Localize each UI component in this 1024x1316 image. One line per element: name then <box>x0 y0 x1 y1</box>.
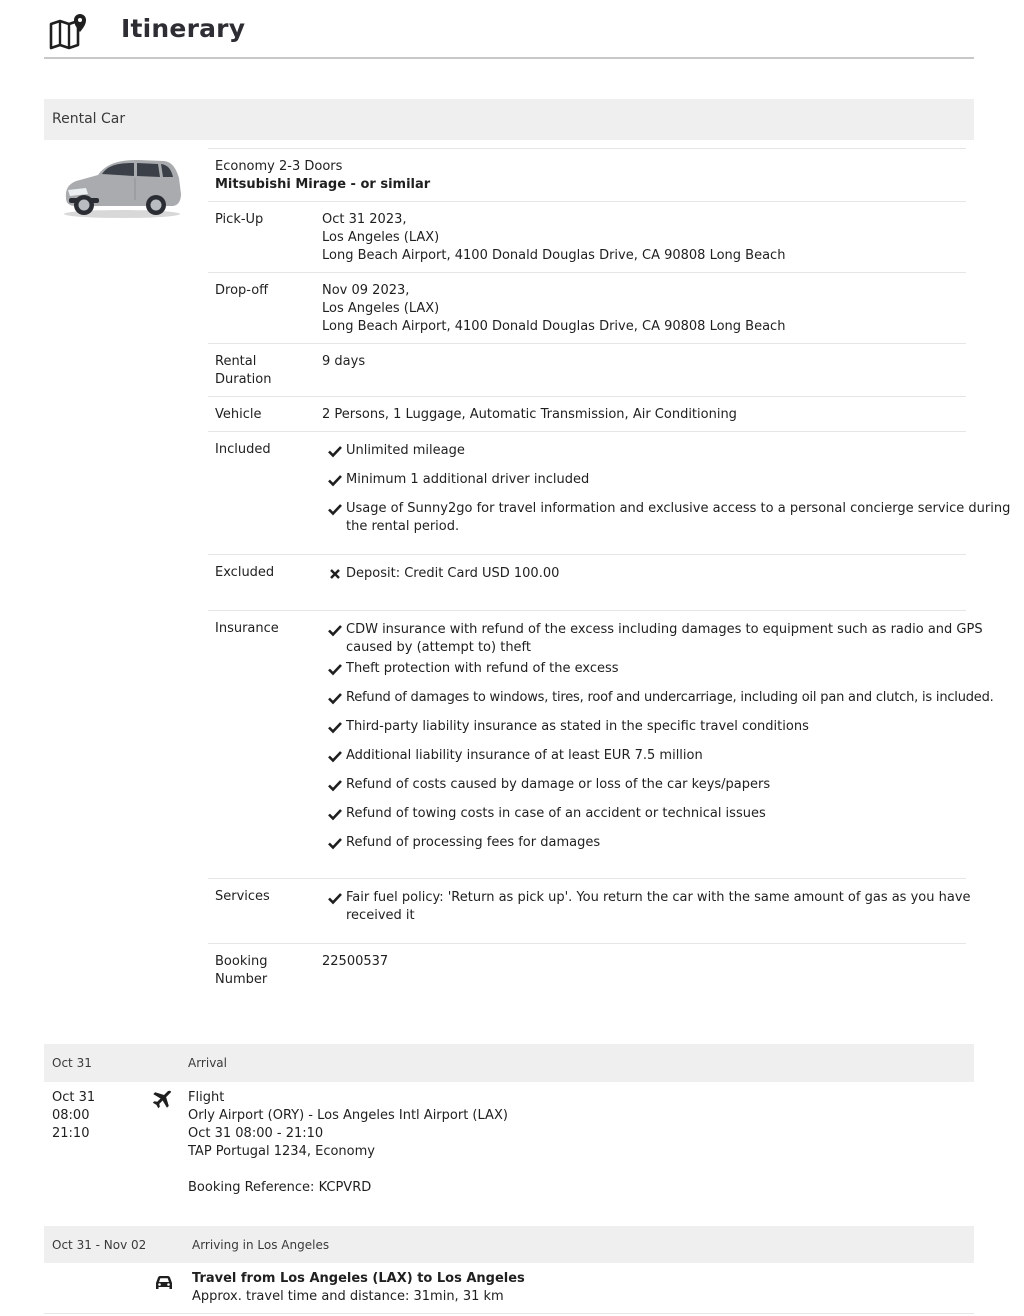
vehicle-value: 2 Persons, 1 Luggage, Automatic Transmission, Air Conditioning <box>322 407 737 422</box>
duration-label <box>215 353 305 389</box>
flight-booking-reference: Booking Reference: KCPVRD <box>188 1180 372 1195</box>
list-item: Unlimited mileage <box>322 442 465 460</box>
car-model: Mitsubishi Mirage - or similar <box>215 177 431 192</box>
flight-time-departure: 08:00 <box>52 1108 90 1123</box>
transfer-detail: Approx. travel time and distance: 31min, 31 km <box>192 1289 504 1304</box>
pickup-location: Los Angeles (LAX) <box>322 230 440 245</box>
excluded-list <box>322 565 958 583</box>
services-label: Services <box>215 889 270 904</box>
list-item: Third-party liability insurance as stated in the specific travel conditions <box>322 718 809 736</box>
insurance-label: Insurance <box>215 621 279 636</box>
flight-time-arrival: 21:10 <box>52 1126 90 1141</box>
car-category: Economy 2-3 Doors <box>215 159 343 174</box>
page-title: Itinerary <box>121 14 246 43</box>
pickup-address: Long Beach Airport, 4100 Donald Douglas Drive, CA 90808 Long Beach <box>322 248 786 263</box>
car-model-row <box>208 149 966 202</box>
dropoff-location: Los Angeles (LAX) <box>322 301 440 316</box>
stay-day-title: Arriving in Los Angeles <box>192 1238 330 1252</box>
checkmark-icon <box>328 662 342 676</box>
included-row <box>208 432 1011 555</box>
booking-label-line-2: Number <box>215 972 268 987</box>
list-item: CDW insurance with refund of the excess including damages to equipment such as radio and GPS caused by (attempt to) theft <box>322 621 983 657</box>
list-item: Refund of processing fees for damages <box>322 834 600 852</box>
duration-label-line-1: Rental <box>215 354 257 369</box>
car-icon <box>154 1274 174 1292</box>
plane-icon <box>151 1089 173 1111</box>
duration-row <box>208 344 966 397</box>
list-item: Refund of costs caused by damage or loss of the car keys/papers <box>322 776 770 794</box>
list-item: Usage of Sunny2go for travel information and exclusive access to a personal concierge service during the rental period. <box>322 500 1010 536</box>
stay-day-date: Oct 31 - Nov 02 <box>52 1238 147 1252</box>
vehicle-label: Vehicle <box>215 407 262 422</box>
arrival-day-date: Oct 31 <box>52 1056 92 1070</box>
dropoff-label: Drop-off <box>215 283 269 298</box>
booking-label <box>215 953 305 989</box>
pickup-row <box>208 202 966 273</box>
list-item: Deposit: Credit Card USD 100.00 <box>322 565 958 583</box>
dropoff-value <box>322 282 958 336</box>
services-row <box>208 879 971 944</box>
flight-route: Orly Airport (ORY) - Los Angeles Intl Airport (LAX) <box>188 1108 508 1123</box>
dropoff-address: Long Beach Airport, 4100 Donald Douglas Drive, CA 90808 Long Beach <box>322 319 786 334</box>
excluded-label: Excluded <box>215 565 275 580</box>
flight-carrier: TAP Portugal 1234, Economy <box>188 1144 375 1159</box>
checkmark-icon <box>328 444 342 458</box>
transfer-title: Travel from Los Angeles (LAX) to Los Angeles <box>192 1271 525 1286</box>
checkmark-icon <box>328 473 342 487</box>
services-list <box>322 889 971 925</box>
arrival-day-header <box>44 1044 974 1082</box>
list-item: Fair fuel policy: 'Return as pick up'. You return the car with the same amount of gas as you have received it <box>322 889 958 925</box>
list-item: Theft protection with refund of the excess <box>322 660 619 678</box>
booking-number: 22500537 <box>322 954 389 969</box>
rental-section-header <box>44 99 974 140</box>
duration-value: 9 days <box>322 354 366 369</box>
rental-details <box>208 148 1011 1000</box>
checkmark-icon <box>328 623 342 637</box>
checkmark-icon <box>328 720 342 734</box>
excluded-row <box>208 555 966 611</box>
list-item: Refund of damages to windows, tires, roof and undercarriage, including oil pan and clutch, is included. <box>322 689 994 707</box>
car-image <box>60 154 184 220</box>
dropoff-row <box>208 273 966 344</box>
booking-label-line-1: Booking <box>215 954 268 969</box>
dropoff-date: Nov 09 2023, <box>322 283 410 298</box>
included-label: Included <box>215 442 271 457</box>
checkmark-icon <box>328 502 342 516</box>
flight-times <box>52 1089 95 1143</box>
list-item: Refund of towing costs in case of an accident or technical issues <box>322 805 766 823</box>
divider <box>44 1313 974 1314</box>
map-pin-icon <box>48 12 88 50</box>
pickup-value <box>322 211 958 265</box>
checkmark-icon <box>328 691 342 705</box>
list-item: Additional liability insurance of at least EUR 7.5 million <box>322 747 703 765</box>
pickup-label: Pick-Up <box>215 212 264 227</box>
checkmark-icon <box>328 778 342 792</box>
arrival-day-title: Arrival <box>188 1056 227 1070</box>
checkmark-icon <box>328 891 342 905</box>
page-header <box>44 0 974 59</box>
booking-row <box>208 944 966 1000</box>
insurance-row <box>208 611 994 879</box>
flight-schedule: Oct 31 08:00 - 21:10 <box>188 1126 324 1141</box>
checkmark-icon <box>328 836 342 850</box>
stay-day-header <box>44 1226 974 1263</box>
duration-label-line-2: Duration <box>215 372 272 387</box>
rental-section-title: Rental Car <box>52 111 126 127</box>
vehicle-row <box>208 397 966 432</box>
pickup-date: Oct 31 2023, <box>322 212 407 227</box>
checkmark-icon <box>328 749 342 763</box>
flight-type: Flight <box>188 1090 225 1105</box>
checkmark-icon <box>328 807 342 821</box>
list-item: Minimum 1 additional driver included <box>322 471 589 489</box>
transfer-details <box>192 1270 525 1306</box>
flight-time-date: Oct 31 <box>52 1090 96 1105</box>
flight-details <box>188 1089 508 1197</box>
cross-icon <box>328 567 342 581</box>
